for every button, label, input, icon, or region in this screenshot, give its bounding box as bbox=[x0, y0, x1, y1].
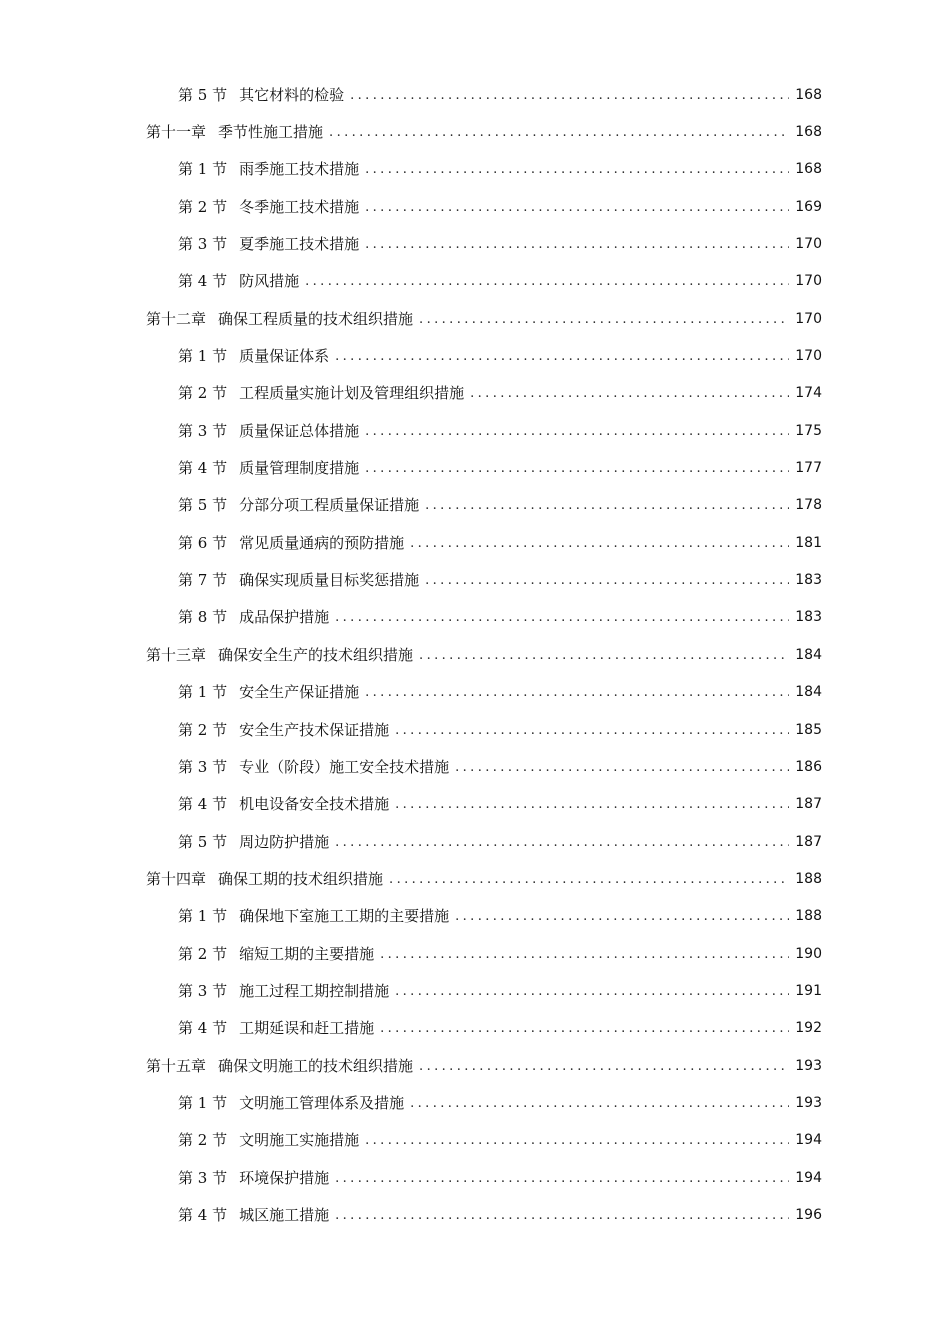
toc-entry-label bbox=[178, 794, 389, 814]
toc-entry-title: 质量管理制度措施 bbox=[239, 459, 360, 478]
dot-leader bbox=[380, 945, 789, 965]
toc-entry-title: 确保工期的技术组织措施 bbox=[218, 869, 384, 888]
toc-entry-label bbox=[178, 1168, 329, 1188]
dot-leader bbox=[365, 235, 789, 255]
toc-entry-number: 第 1 节 bbox=[178, 160, 228, 179]
toc-entry-label bbox=[178, 682, 359, 702]
toc-entry-label bbox=[178, 1205, 329, 1225]
toc-section-entry[interactable] bbox=[0, 561, 950, 598]
toc-entry-title: 周边防护措施 bbox=[239, 832, 330, 851]
toc-entry-title: 工程质量实施计划及管理组织措施 bbox=[239, 384, 465, 403]
toc-entry-number: 第 4 节 bbox=[178, 1019, 228, 1038]
toc-page-number: 170 bbox=[795, 236, 822, 253]
toc-entry-title: 城区施工措施 bbox=[239, 1205, 330, 1224]
toc-entry-label bbox=[178, 1093, 404, 1113]
toc-entry-number: 第 3 节 bbox=[178, 235, 228, 254]
toc-entry-title: 防风措施 bbox=[239, 272, 300, 291]
toc-section-entry[interactable] bbox=[0, 337, 950, 374]
toc-entry-number: 第 2 节 bbox=[178, 1131, 228, 1150]
toc-entry-title: 施工过程工期控制措施 bbox=[239, 981, 390, 1000]
toc-section-entry[interactable] bbox=[0, 375, 950, 412]
dot-leader bbox=[395, 795, 789, 815]
toc-entry-label bbox=[178, 906, 449, 926]
toc-entry-number: 第 2 节 bbox=[178, 384, 228, 403]
toc-entry-title: 文明施工实施措施 bbox=[239, 1131, 360, 1150]
toc-page-number: 194 bbox=[795, 1169, 822, 1186]
toc-section-entry[interactable] bbox=[0, 599, 950, 636]
dot-leader bbox=[329, 123, 789, 143]
toc-chapter-entry[interactable] bbox=[0, 1047, 950, 1084]
toc-entry-title: 安全生产技术保证措施 bbox=[239, 720, 390, 739]
dot-leader bbox=[389, 870, 789, 890]
toc-entry-title: 质量保证总体措施 bbox=[239, 421, 360, 440]
toc-entry-label bbox=[178, 159, 359, 179]
toc-entry-title: 确保工程质量的技术组织措施 bbox=[218, 309, 414, 328]
toc-entry-label bbox=[178, 607, 329, 627]
toc-page-number: 184 bbox=[795, 646, 822, 663]
toc-entry-label bbox=[178, 533, 404, 553]
dot-leader bbox=[305, 272, 789, 292]
toc-section-entry[interactable] bbox=[0, 188, 950, 225]
toc-page-number: 183 bbox=[795, 572, 822, 589]
toc-entry-title: 雨季施工技术措施 bbox=[239, 160, 360, 179]
dot-leader bbox=[335, 1169, 789, 1189]
toc-entry-title: 成品保护措施 bbox=[239, 608, 330, 627]
toc-entry-number: 第 7 节 bbox=[178, 571, 228, 590]
dot-leader bbox=[425, 496, 789, 516]
toc-section-entry[interactable] bbox=[0, 786, 950, 823]
toc-entry-number: 第 1 节 bbox=[178, 683, 228, 702]
toc-section-entry[interactable] bbox=[0, 1122, 950, 1159]
toc-entry-number: 第十三章 bbox=[146, 645, 207, 664]
dot-leader bbox=[335, 608, 789, 628]
toc-section-entry[interactable] bbox=[0, 1084, 950, 1121]
toc-chapter-entry[interactable] bbox=[0, 300, 950, 337]
dot-leader bbox=[365, 160, 789, 180]
toc-entry-title: 确保文明施工的技术组织措施 bbox=[218, 1056, 414, 1075]
toc-entry-label bbox=[178, 1018, 374, 1038]
toc-section-entry[interactable] bbox=[0, 412, 950, 449]
toc-entry-title: 工期延误和赶工措施 bbox=[239, 1019, 375, 1038]
toc-page-number: 184 bbox=[795, 684, 822, 701]
toc-entry-number: 第 4 节 bbox=[178, 795, 228, 814]
toc-page-number: 190 bbox=[795, 945, 822, 962]
toc-entry-number: 第 1 节 bbox=[178, 347, 228, 366]
dot-leader bbox=[419, 310, 789, 330]
toc-entry-title: 冬季施工技术措施 bbox=[239, 197, 360, 216]
toc-entry-number: 第 3 节 bbox=[178, 1168, 228, 1187]
toc-entry-number: 第 4 节 bbox=[178, 459, 228, 478]
toc-page-number: 191 bbox=[795, 982, 822, 999]
toc-entry-title: 专业（阶段）施工安全技术措施 bbox=[239, 757, 450, 776]
toc-entry-number: 第 8 节 bbox=[178, 608, 228, 627]
toc-page-number: 196 bbox=[795, 1206, 822, 1223]
toc-page-number: 185 bbox=[795, 721, 822, 738]
toc-chapter-entry[interactable] bbox=[0, 113, 950, 150]
toc-section-entry[interactable] bbox=[0, 1010, 950, 1047]
toc-section-entry[interactable] bbox=[0, 76, 950, 113]
toc-entry-number: 第 6 节 bbox=[178, 533, 228, 552]
toc-page-number: 168 bbox=[795, 124, 822, 141]
toc-entry-label bbox=[146, 122, 323, 142]
toc-page-number: 187 bbox=[795, 833, 822, 850]
toc-entry-number: 第十五章 bbox=[146, 1056, 207, 1075]
toc-section-entry[interactable] bbox=[0, 449, 950, 486]
toc-entry-number: 第十二章 bbox=[146, 309, 207, 328]
toc-page-number: 186 bbox=[795, 758, 822, 775]
toc-entry-title: 其它材料的检验 bbox=[239, 85, 345, 104]
toc-section-entry[interactable] bbox=[0, 151, 950, 188]
toc-entry-title: 文明施工管理体系及措施 bbox=[239, 1093, 405, 1112]
dot-leader bbox=[410, 534, 789, 554]
toc-page-number: 169 bbox=[795, 198, 822, 215]
toc-page-number: 170 bbox=[795, 348, 822, 365]
toc-entry-label bbox=[178, 383, 464, 403]
toc-entry-title: 分部分项工程质量保证措施 bbox=[239, 496, 420, 515]
toc-chapter-entry[interactable] bbox=[0, 860, 950, 897]
dot-leader bbox=[335, 1206, 789, 1226]
toc-section-entry[interactable] bbox=[0, 748, 950, 785]
toc-entry-title: 机电设备安全技术措施 bbox=[239, 795, 390, 814]
toc-page-number: 193 bbox=[795, 1057, 822, 1074]
toc-entry-number: 第 4 节 bbox=[178, 272, 228, 291]
toc-section-entry[interactable] bbox=[0, 935, 950, 972]
toc-entry-number: 第 1 节 bbox=[178, 907, 228, 926]
toc-entry-number: 第 1 节 bbox=[178, 1093, 228, 1112]
toc-entry-title: 常见质量通病的预防措施 bbox=[239, 533, 405, 552]
toc-entry-title: 确保地下室施工工期的主要措施 bbox=[239, 907, 450, 926]
toc-entry-label bbox=[146, 645, 413, 665]
toc-entry-label bbox=[146, 309, 413, 329]
dot-leader bbox=[365, 459, 789, 479]
dot-leader bbox=[380, 1019, 789, 1039]
toc-entry-title: 环境保护措施 bbox=[239, 1168, 330, 1187]
toc-section-entry[interactable] bbox=[0, 823, 950, 860]
toc-entry-label bbox=[178, 85, 344, 105]
toc-entry-title: 确保安全生产的技术组织措施 bbox=[218, 645, 414, 664]
dot-leader bbox=[365, 198, 789, 218]
toc-section-entry[interactable] bbox=[0, 487, 950, 524]
toc-entry-number: 第 4 节 bbox=[178, 1205, 228, 1224]
toc-entry-title: 夏季施工技术措施 bbox=[239, 235, 360, 254]
toc-section-entry[interactable] bbox=[0, 898, 950, 935]
toc-entry-label bbox=[178, 832, 329, 852]
toc-entry-label bbox=[178, 458, 359, 478]
toc-entry-label bbox=[178, 421, 359, 441]
toc-section-entry[interactable] bbox=[0, 711, 950, 748]
toc-entry-number: 第 5 节 bbox=[178, 832, 228, 851]
toc-entry-label bbox=[146, 1056, 413, 1076]
toc-page-number: 188 bbox=[795, 908, 822, 925]
dot-leader bbox=[335, 347, 789, 367]
dot-leader bbox=[365, 683, 789, 703]
toc-section-entry[interactable] bbox=[0, 1159, 950, 1196]
dot-leader bbox=[455, 907, 789, 927]
toc-entry-label bbox=[178, 495, 419, 515]
dot-leader bbox=[350, 86, 789, 106]
toc-page-number: 175 bbox=[795, 422, 822, 439]
dot-leader bbox=[470, 384, 789, 404]
toc-section-entry[interactable] bbox=[0, 263, 950, 300]
toc-entry-number: 第 5 节 bbox=[178, 496, 228, 515]
toc-entry-number: 第 3 节 bbox=[178, 421, 228, 440]
toc-page-number: 178 bbox=[795, 497, 822, 514]
toc-entry-number: 第 5 节 bbox=[178, 85, 228, 104]
toc-section-entry[interactable] bbox=[0, 972, 950, 1009]
toc-entry-number: 第 3 节 bbox=[178, 981, 228, 1000]
dot-leader bbox=[419, 646, 789, 666]
toc-entry-number: 第 2 节 bbox=[178, 197, 228, 216]
toc-page-number: 194 bbox=[795, 1132, 822, 1149]
toc-page-number: 187 bbox=[795, 796, 822, 813]
toc-entry-label bbox=[178, 1130, 359, 1150]
toc-page-number: 174 bbox=[795, 385, 822, 402]
toc-page-number: 177 bbox=[795, 460, 822, 477]
dot-leader bbox=[365, 1131, 789, 1151]
toc-section-entry[interactable] bbox=[0, 674, 950, 711]
table-of-contents bbox=[0, 76, 950, 1234]
toc-entry-title: 确保实现质量目标奖惩措施 bbox=[239, 571, 420, 590]
toc-entry-label bbox=[178, 720, 389, 740]
toc-entry-number: 第十四章 bbox=[146, 869, 207, 888]
dot-leader bbox=[335, 833, 789, 853]
toc-entry-label bbox=[178, 757, 449, 777]
toc-chapter-entry[interactable] bbox=[0, 636, 950, 673]
toc-page-number: 193 bbox=[795, 1094, 822, 1111]
toc-entry-label bbox=[178, 234, 359, 254]
toc-page-number: 168 bbox=[795, 86, 822, 103]
toc-section-entry[interactable] bbox=[0, 524, 950, 561]
toc-entry-label bbox=[178, 981, 389, 1001]
toc-entry-label bbox=[178, 346, 329, 366]
dot-leader bbox=[455, 758, 789, 778]
toc-entry-label bbox=[146, 869, 383, 889]
toc-entry-label bbox=[178, 944, 374, 964]
toc-section-entry[interactable] bbox=[0, 225, 950, 262]
toc-entry-number: 第 3 节 bbox=[178, 757, 228, 776]
dot-leader bbox=[395, 982, 789, 1002]
toc-entry-title: 季节性施工措施 bbox=[218, 123, 324, 142]
toc-page-number: 168 bbox=[795, 161, 822, 178]
toc-entry-title: 安全生产保证措施 bbox=[239, 683, 360, 702]
dot-leader bbox=[425, 571, 789, 591]
toc-page-number: 192 bbox=[795, 1020, 822, 1037]
toc-entry-label bbox=[178, 197, 359, 217]
dot-leader bbox=[419, 1057, 789, 1077]
toc-entry-number: 第十一章 bbox=[146, 123, 207, 142]
toc-page-number: 170 bbox=[795, 273, 822, 290]
toc-entry-number: 第 2 节 bbox=[178, 944, 228, 963]
toc-entry-title: 缩短工期的主要措施 bbox=[239, 944, 375, 963]
toc-entry-number: 第 2 节 bbox=[178, 720, 228, 739]
dot-leader bbox=[365, 422, 789, 442]
toc-page-number: 188 bbox=[795, 870, 822, 887]
toc-page-number: 170 bbox=[795, 310, 822, 327]
toc-entry-label bbox=[178, 570, 419, 590]
toc-section-entry[interactable] bbox=[0, 1196, 950, 1233]
dot-leader bbox=[395, 721, 789, 741]
toc-page-number: 181 bbox=[795, 534, 822, 551]
toc-entry-title: 质量保证体系 bbox=[239, 347, 330, 366]
dot-leader bbox=[410, 1094, 789, 1114]
toc-entry-label bbox=[178, 271, 299, 291]
toc-page-number: 183 bbox=[795, 609, 822, 626]
